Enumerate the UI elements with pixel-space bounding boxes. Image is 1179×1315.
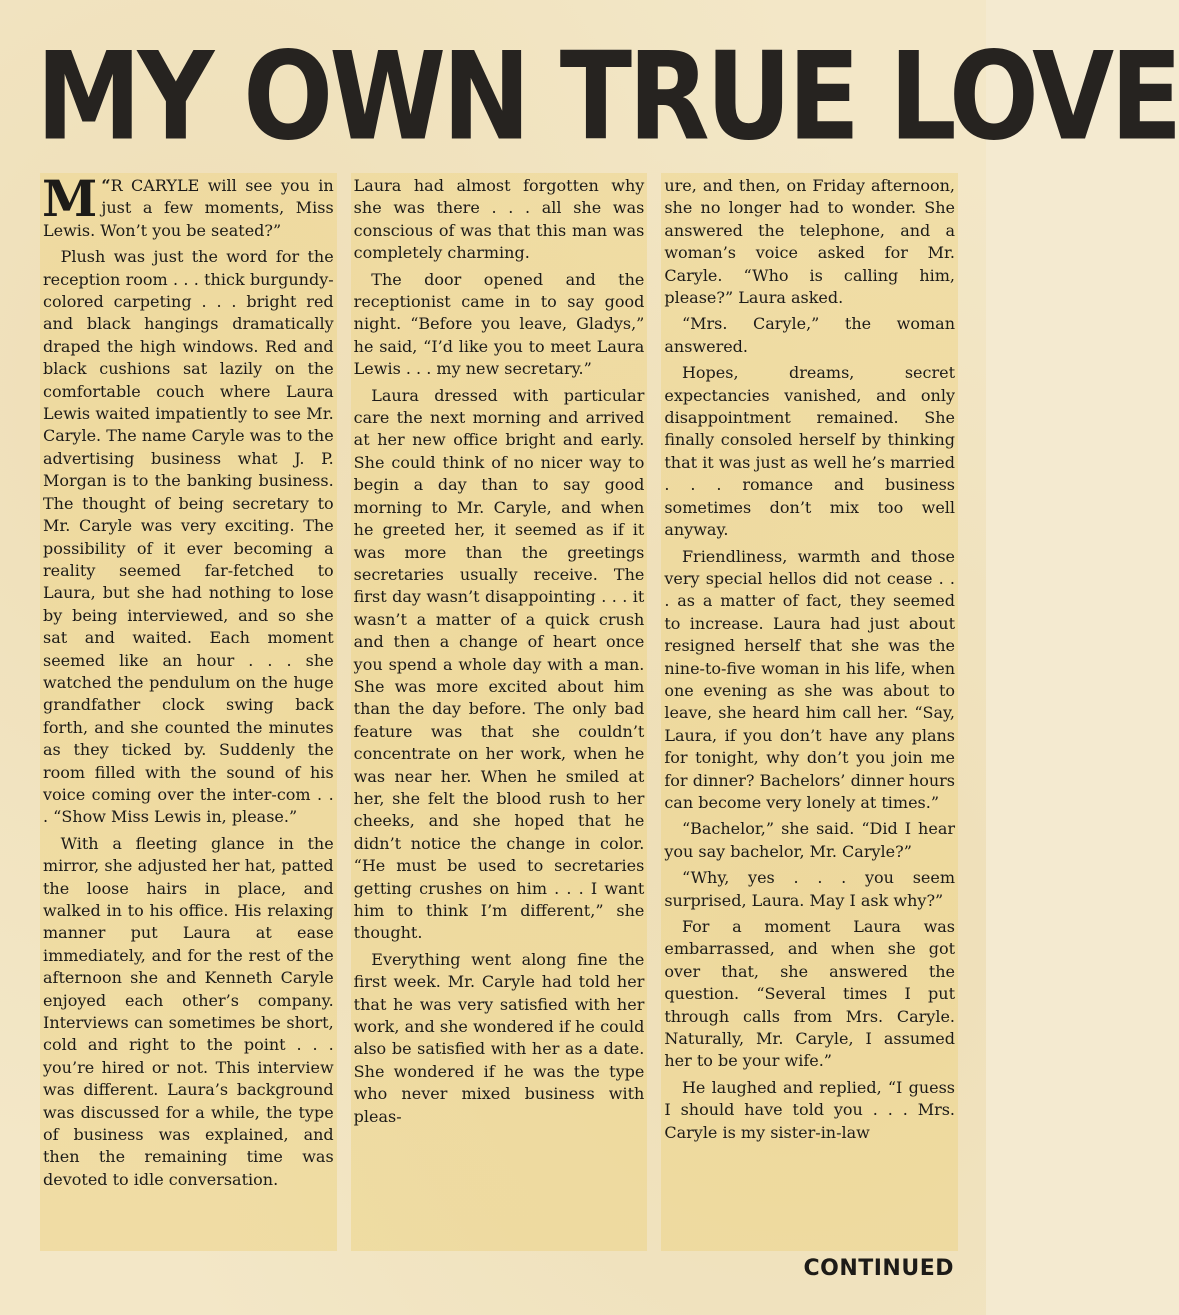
article-body [40,169,958,1251]
paragraph: “Mrs. Caryle,” the woman answered. [664,314,956,356]
text-column-3 [661,173,958,1251]
paragraph: ure, and then, on Friday afternoon, she no longer had to wonder. She answered the telephone, and a woman’s voice asked for Mr. Caryle. “Who is calling him, please?” Laura asked. [664,176,956,308]
paragraph: With a fleeting glance in the mirror, she adjusted her hat, patted the loose hairs in place, and walked in to his office. His relaxing manner put Laura at ease immediately, and for the rest of the afternoon she and Kenneth Caryle enjoyed each other’s company. Interviews can sometimes be short, cold and right to the point . . . you’re hired or not. This interview was different. Laura’s background was discussed for a while, the type of business was explained, and then the remaining time was devoted to idle conversation. [43,833,334,1189]
paragraph: “Why, yes . . . you seem surprised, Laura. May I ask why?” [664,868,956,910]
paragraph: Plush was just the word for the reception room . . . thick burgundy-colored carpeting . . . bright red and black hangings dramatically draped the high windows. Red and black cushions sat lazily on the comfortable couch where Laura Lewis waited impatiently to see Mr. Caryle. The name Caryle was to the advertising business what J. P. Morgan is to the banking business. The thought of being secretary to Mr. Caryle was very exciting. The possibility of it ever becoming a reality seemed far-fetched to Laura, but she had nothing to lose by being interviewed, and so she sat and waited. Each moment seemed like an hour . . . she watched the pendulum on the huge grandfather clock swing back forth, and she counted the minutes as they ticked by. Suddenly the room filled with the sound of his voice coming over the inter-com . . . “Show Miss Lewis in, please.” [43,247,334,827]
paragraph: The door opened and the receptionist came in to say good night. “Before you leave, Gladys,” he said, “I’d like you to meet Laura Lewis . . . my new secretary.” [353,269,645,379]
paragraph: “Bachelor,” she said. “Did I hear you say bachelor, Mr. Caryle?” [664,819,956,861]
paragraph: Laura dressed with particular care the next morning and arrived at her new office bright and early. She could think of no nicer way to begin a day than to say good morning to Mr. Caryle, and when he greeted her, it seemed as if it was more than the greetings secretaries usually receive. The first day wasn’t disappointing . . . it wasn’t a matter of a quick crush and then a change of heart once you spend a whole day with a man. She was more excited about him than the day before. The only bad feature was that she couldn’t concentrate on her work, when he was near her. When he smiled at her, she felt the blood rush to her cheeks, and she hoped that he didn’t notice the change in color. “He must be used to secretaries getting crushes on him . . . I want him to think I’m different,” she thought. [353,385,645,943]
paragraph [42,169,334,242]
paragraph: Everything went along fine the first week. Mr. Caryle had told her that he was very satisfied with her work, and she wondered if he could also be satisfied with her as a date. She wondered if he was the type who never mixed business with pleas- [353,949,645,1126]
drop-cap: M [42,169,98,228]
continued-label: CONTINUED [803,1256,954,1281]
paragraph: For a moment Laura was embarrassed, and when she got over that, she answered the question. “Several times I put through calls from Mrs. Caryle. Naturally, Mr. Caryle, I assumed her to be your wife.” [664,917,956,1071]
opening-quote: “ [101,176,111,195]
paragraph-text: R CARYLE will see you in just a few moments, Miss Lewis. Won’t you be seated?” [43,176,334,240]
text-column-1 [40,169,337,1251]
paragraph: He laughed and replied, “I guess I should have told you . . . Mrs. Caryle is my sister-in-law [664,1077,956,1142]
paragraph: Hopes, dreams, secret expectancies vanished, and only disappointment remained. She finally consoled herself by thinking that it was just as well he’s married . . . romance and business sometimes don’t mix too well anyway. [664,363,956,540]
paragraph: Laura had almost forgotten why she was there . . . all she was conscious of was that this man was completely charming. [353,176,645,263]
story-title: MY OWN TRUE LOVE [36,26,1179,167]
paragraph: Friendliness, warmth and those very special hellos did not cease . . . as a matter of fact, they seemed to increase. Laura had just about resigned herself that she was the nine-to-five woman in his life, when one evening as she was about to leave, she heard him call her. “Say, Laura, if you don’t have any plans for tonight, why don’t you join me for dinner? Bachelors’ dinner hours can become very lonely at times.” [664,546,956,812]
text-column-2 [351,173,648,1251]
